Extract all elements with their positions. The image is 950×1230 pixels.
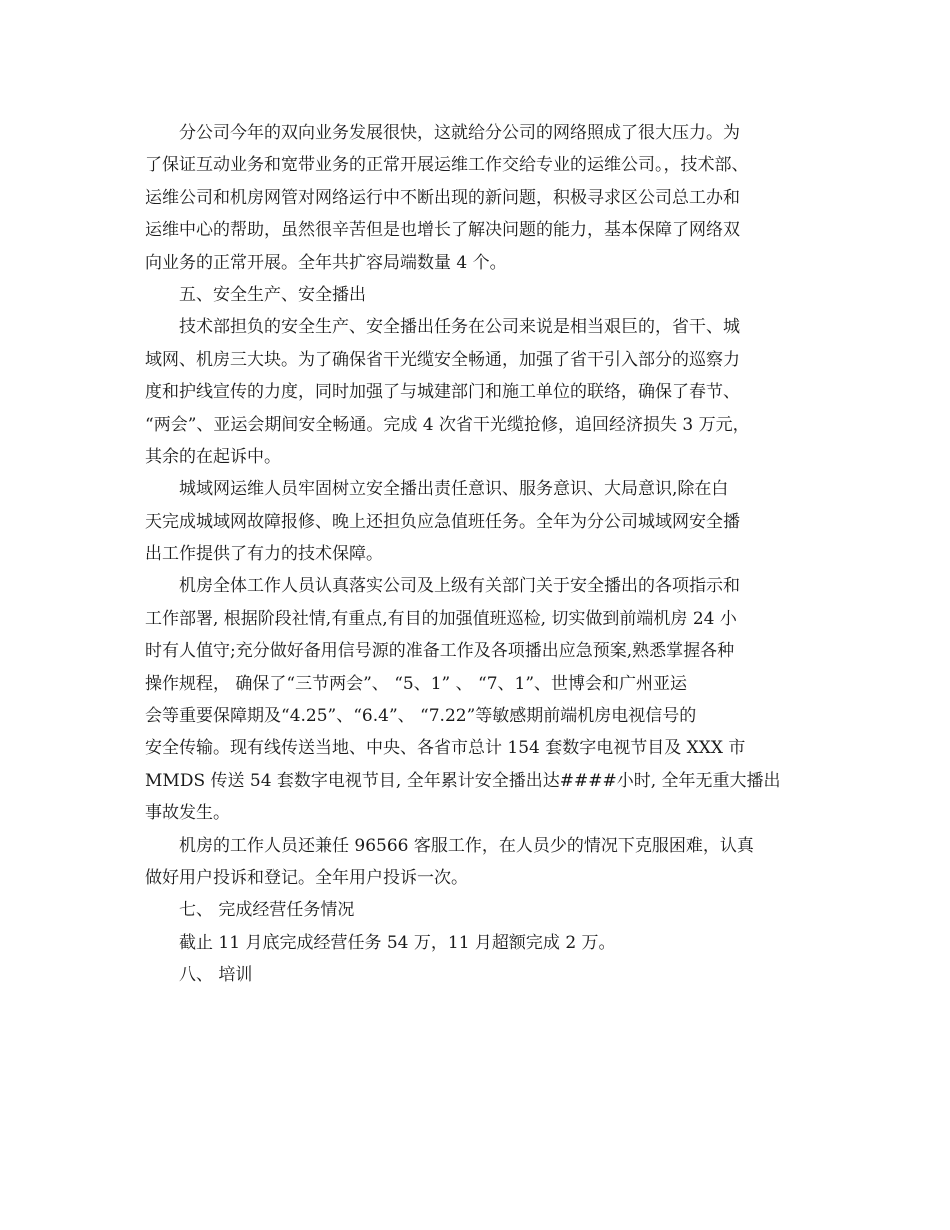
paragraph-line: 截止 11 月底完成经营任务 54 万，11 月超额完成 2 万。 xyxy=(179,932,616,953)
paragraph-line: 事故发生。 xyxy=(145,803,230,824)
paragraph-line: 分公司今年的双向业务发展很快，这就给分公司的网络照成了很大压力。为 xyxy=(179,123,740,143)
document-body xyxy=(145,117,810,992)
paragraph-line: 度和护线宣传的力度，同时加强了与城建部门和施工单位的联络，确保了春节、 xyxy=(145,382,740,403)
paragraph-line: 运维中心的帮助，虽然很辛苦但是也增长了解决问题的能力，基本保障了网络双 xyxy=(145,220,740,241)
paragraph-line: 天完成城域网故障报修、晚上还担负应急值班任务。全年为分公司城域网安全播 xyxy=(145,511,740,532)
paragraph-line: 其余的在起诉中。 xyxy=(145,446,281,467)
paragraph-line: 操作规程， 确保了“三节两会”、 “5、1” 、 “7、1”、世博会和广州亚运 xyxy=(145,673,688,694)
paragraph-line: 会等重要保障期及“4.25”、“6.4”、 “7.22”等敏感期前端机房电视信号的 xyxy=(145,706,697,727)
paragraph-line: 向业务的正常开展。全年共扩容局端数量 4 个。 xyxy=(145,252,507,273)
section-heading: 五、安全生产、安全播出 xyxy=(179,284,366,305)
paragraph-line: 机房的工作人员还兼任 96566 客服工作，在人员少的情况下克服困难，认真 xyxy=(179,835,754,856)
paragraph-line: 出工作提供了有力的技术保障。 xyxy=(145,544,383,565)
paragraph-line: “两会”、亚运会期间安全畅通。完成 4 次省干光缆抢修，追回经济损失 3 万元， xyxy=(145,414,750,435)
paragraph-line: 工作部署, 根据阶段社情,有重点,有目的加强值班巡检, 切实做到前端机房 24 小 xyxy=(145,608,737,629)
paragraph-line: 了保证互动业务和宽带业务的正常开展运维工作交给专业的运维公司。，技术部、 xyxy=(145,155,749,176)
paragraph-line: 安全传输。现有线传送当地、中央、各省市总计 154 套数字电视节目及 XXX 市 xyxy=(145,738,746,759)
paragraph-line: 域网、机房三大块。为了确保省干光缆安全畅通，加强了省干引入部分的巡察力 xyxy=(145,349,740,370)
paragraph-line: 运维公司和机房网管对网络运行中不断出现的新问题，积极寻求区公司总工办和 xyxy=(145,187,740,208)
section-heading: 八、 培训 xyxy=(179,965,253,986)
paragraph-line: 技术部担负的安全生产、安全播出任务在公司来说是相当艰巨的，省干、城 xyxy=(179,317,740,338)
paragraph-line: 做好用户投诉和登记。全年用户投诉一次。 xyxy=(145,867,468,888)
paragraph-line: 时有人值守;充分做好备用信号源的准备工作及各项播出应急预案,熟悉掌握各种 xyxy=(145,641,735,662)
paragraph-line: MMDS 传送 54 套数字电视节目, 全年累计安全播出达####小时, 全年无重大播出 xyxy=(145,770,781,791)
paragraph-line: 机房全体工作人员认真落实公司及上级有关部门关于安全播出的各项指示和 xyxy=(179,576,740,597)
paragraph-line: 城域网运维人员牢固树立安全播出责任意识、服务意识、大局意识,除在白 xyxy=(179,479,729,500)
section-heading: 七、 完成经营任务情况 xyxy=(179,900,355,921)
